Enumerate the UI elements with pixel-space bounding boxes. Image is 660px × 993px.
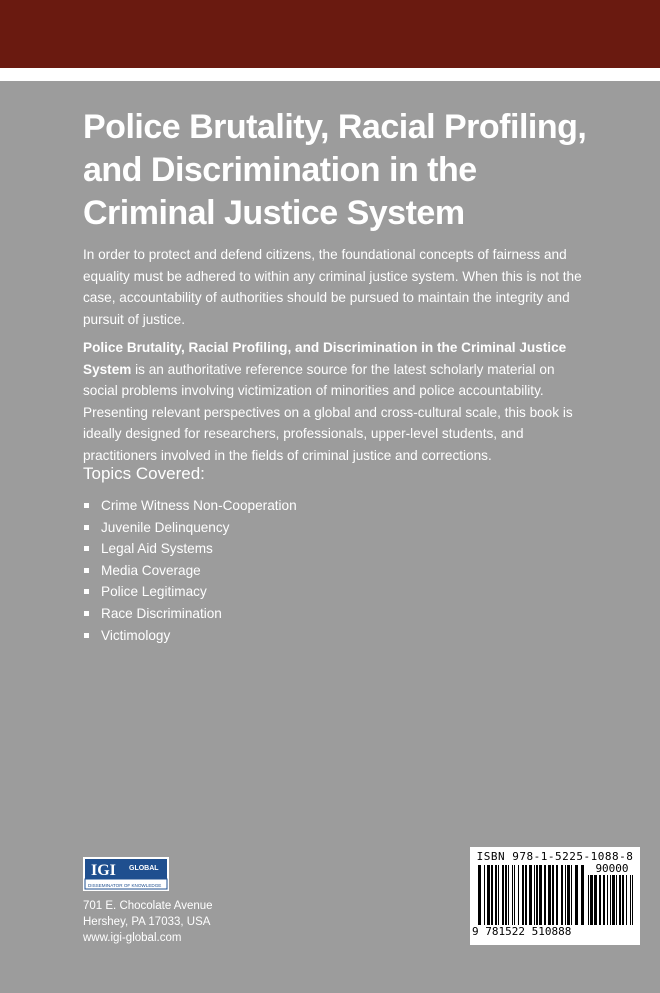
barcode-bar [581, 865, 584, 925]
address-line: 701 E. Chocolate Avenue [83, 900, 213, 912]
topic-item [83, 625, 297, 647]
book-title [83, 106, 623, 235]
barcode-bar [534, 865, 535, 925]
barcode-bar [630, 875, 631, 925]
barcode-bar [505, 865, 507, 925]
logo-text: IGI [91, 862, 116, 879]
bullet-icon [84, 633, 89, 638]
bullet-icon [84, 525, 89, 530]
barcode-bar [508, 865, 509, 925]
barcode-bar [552, 865, 554, 925]
topic-item [83, 603, 297, 625]
white-stripe [0, 68, 660, 81]
barcode-bar [498, 865, 499, 925]
top-color-band [0, 0, 660, 68]
isbn-barcode [470, 847, 640, 945]
barcode-bar [478, 865, 481, 925]
topic-label: Police Legitimacy [101, 584, 207, 600]
topic-label: Legal Aid Systems [101, 541, 213, 557]
barcode-bar [616, 875, 617, 925]
barcode-addon-number: 90000 [595, 862, 629, 875]
title-line: Criminal Justice System [83, 194, 465, 232]
barcode-bar [529, 865, 532, 925]
igi-global-logo [83, 857, 169, 891]
bullet-icon [84, 611, 89, 616]
barcode-bar [495, 865, 497, 925]
title-line: and Discrimination in the [83, 151, 477, 189]
barcode-bar [544, 865, 546, 925]
barcode-bar [484, 865, 485, 925]
barcode-bar [539, 865, 542, 925]
barcode-bar [626, 875, 627, 925]
barcode-bar [567, 865, 570, 925]
barcode-bar [548, 865, 551, 925]
publisher-address [83, 898, 213, 946]
barcode-bar [590, 875, 593, 925]
bullet-icon [84, 503, 89, 508]
barcode-digits: 9 781522 510888 [472, 925, 572, 938]
barcode-bar [607, 875, 608, 925]
barcode-bar [536, 865, 538, 925]
barcode-bar [588, 875, 589, 925]
description-paragraph [83, 337, 583, 466]
barcode-bar [512, 865, 513, 925]
barcode-bar [571, 865, 572, 925]
barcode-bar [575, 865, 578, 925]
barcode-bar [603, 875, 605, 925]
barcode-bar [594, 875, 597, 925]
topics-list [83, 495, 297, 646]
logo-sub: GLOBAL [129, 865, 159, 872]
bullet-icon [84, 568, 89, 573]
topic-label: Race Discrimination [101, 605, 222, 621]
bullet-icon [84, 589, 89, 594]
barcode-bar [491, 865, 493, 925]
barcode-bar [610, 875, 611, 925]
barcode-bar [502, 865, 504, 925]
barcode-addon-bars [588, 875, 636, 925]
topic-item [83, 517, 297, 539]
barcode-bar [612, 875, 615, 925]
barcode-bar [487, 865, 490, 925]
barcode-bar [522, 865, 524, 925]
isbn-number: ISBN 978-1-5225-1088-8 [476, 850, 634, 863]
barcode-bar [619, 875, 621, 925]
topic-label: Juvenile Delinquency [101, 519, 230, 535]
title-line: Police Brutality, Racial Profiling, [83, 108, 587, 146]
barcode-bar [561, 865, 563, 925]
topic-label: Victimology [101, 627, 171, 643]
barcode-bar [632, 875, 633, 925]
bullet-icon [84, 546, 89, 551]
barcode-bar [556, 865, 558, 925]
address-line: Hershey, PA 17033, USA [83, 916, 211, 928]
barcode-bar [514, 865, 515, 925]
topic-label: Media Coverage [101, 562, 201, 578]
publisher-url: www.igi-global.com [83, 932, 182, 944]
description-text: is an authoritative reference source for the latest scholarly material on social problems involving victimization of minorities and police accountability. Presenting relevant perspectives on a global and cross-cultural scale, this book is ideally designed for researchers, professionals, upper-level students, and practitioners involved in the fields of criminal justice and corrections. [83, 361, 573, 463]
topic-label: Crime Witness Non-Cooperation [101, 498, 297, 513]
barcode-bar [525, 865, 527, 925]
barcode-bar [565, 865, 566, 925]
barcode-bar [599, 875, 601, 925]
topic-item [83, 560, 297, 582]
logo-tagline: DISSEMINATOR OF KNOWLEDGE [88, 883, 162, 888]
description-bold-title: Police Brutality, Racial Profiling, and Discrimination in the Criminal Justice System [83, 340, 567, 377]
topic-item [83, 581, 297, 603]
intro-paragraph: In order to protect and defend citizens, the foundational concepts of fairness and equality must be adhered to within any criminal justice system. When this is not the case, accountability of authorities should be pursued to maintain the integrity and pursuit of justice. [83, 247, 582, 327]
topics-heading: Topics Covered: [83, 464, 205, 483]
barcode-bar [518, 865, 519, 925]
topic-item [83, 495, 297, 517]
barcode-main-bars [478, 865, 586, 925]
topic-item [83, 538, 297, 560]
barcode-bar [622, 875, 624, 925]
